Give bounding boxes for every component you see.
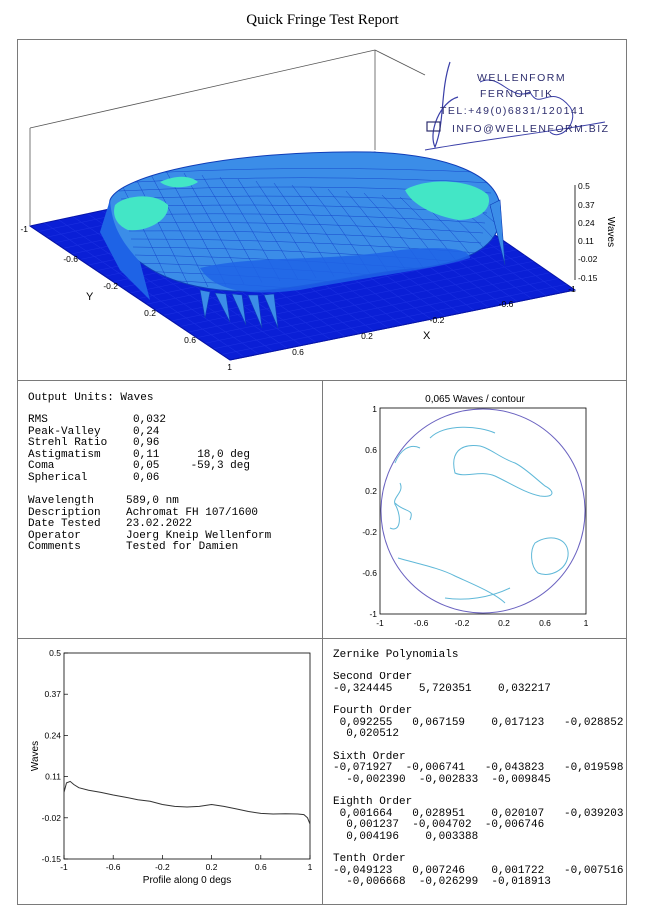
zernike-coefficients: 0,004196 0,003388 [333, 830, 479, 843]
zernike-coefficients: -0,324445 5,720351 0,032217 [333, 682, 551, 695]
info-value: Tested for Damien [126, 541, 239, 553]
contour-y-tick: -0.2 [362, 527, 377, 537]
result-extra: -59,3 deg [190, 460, 250, 472]
x-tick: 0.2 [361, 331, 373, 341]
profile-frame [64, 653, 310, 859]
y-tick: -0.2 [103, 281, 118, 291]
info-value: 589,0 nm [126, 495, 179, 507]
zernike-section [333, 854, 623, 889]
zernike-order-title: Fourth Order [333, 705, 413, 717]
result-label: Peak-Valley [28, 425, 101, 438]
info-label: Comments [28, 541, 81, 553]
result-label: Spherical [28, 471, 88, 484]
contour-x-tick: 0.2 [498, 618, 510, 628]
info-label: Operator [28, 529, 81, 542]
zernike-order-title: Tenth Order [333, 853, 406, 865]
y-tick: 0.2 [144, 308, 156, 318]
y-tick: 0.6 [184, 335, 196, 345]
x-tick: -0.2 [429, 315, 445, 325]
profile-chart [22, 645, 318, 895]
contour-aperture [381, 409, 585, 613]
y-tick: 1 [227, 362, 232, 372]
result-value: 0,96 [133, 437, 160, 449]
profile-y-tick: -0.15 [41, 854, 61, 864]
profile-y-label: Waves [30, 740, 41, 772]
profile-x-tick: 0.2 [205, 862, 218, 872]
z-tick: 0.24 [578, 218, 595, 228]
x-tick: -0.6 [498, 299, 514, 309]
contour-y-tick: 0.2 [365, 486, 377, 496]
zernike-coefficients: 0,001664 0,028951 0,020107 -0,039203 [333, 807, 623, 820]
y-tick: -0.6 [63, 254, 78, 264]
contour-x-tick: -1 [376, 618, 384, 628]
zernike-title: Zernike Polynomials [333, 649, 459, 661]
result-label: RMS [28, 414, 48, 426]
contour-plot [330, 388, 620, 633]
report-title: Quick Fringe Test Report [246, 12, 399, 28]
zernike-sections [333, 672, 623, 890]
stamp-line: FERNOPTIK [480, 88, 554, 100]
profile-x-label: Profile along 0 degs [142, 875, 232, 886]
zernike-coefficients: 0,092255 0,067159 0,017123 -0,028852 [333, 716, 623, 729]
company-stamp [420, 52, 620, 162]
stamp-line: INFO@WELLENFORM.BIZ [452, 123, 610, 135]
result-label: Strehl Ratio [28, 437, 108, 449]
result-value: 0,24 [133, 425, 160, 438]
zernike-order-title: Second Order [333, 672, 413, 683]
profile-x-tick: 0.6 [254, 862, 267, 872]
stamp-line: TEL:+49(0)6831/120141 [440, 105, 586, 117]
zernike-order-title: Sixth Order [333, 750, 406, 763]
info-value: Achromat FH 107/1600 [126, 506, 259, 519]
z-tick: -0.15 [578, 273, 598, 283]
contour-y-tick: 0.6 [365, 445, 377, 455]
zernike-coefficients: -0,006668 -0,026299 -0,018913 [333, 876, 551, 888]
contour-lines [390, 427, 568, 603]
result-value: 0,032 [133, 414, 167, 426]
z-tick: 0.37 [578, 200, 595, 210]
contour-y-tick: -1 [369, 609, 377, 619]
x-tick: 0.6 [292, 347, 304, 357]
result-extra: 18,0 deg [197, 448, 250, 461]
result-label: Coma [28, 460, 55, 472]
contour-y-tick: 1 [372, 404, 377, 414]
result-label: Astigmatism [28, 448, 101, 461]
profile-x-tick: 1 [307, 862, 313, 872]
profile-x-tick: -1 [60, 862, 68, 872]
zernike-coefficients: -0,002390 -0,002833 -0,009845 [333, 773, 551, 786]
info-label: Description [28, 506, 101, 519]
result-value: 0,05 [133, 460, 160, 472]
z-axis-label: Waves [605, 216, 616, 248]
contour-x-tick: -0.2 [454, 618, 470, 628]
z-tick: -0.02 [578, 254, 598, 264]
contour-x-tick: 0.6 [539, 618, 551, 628]
zernike-order-title: Eighth Order [333, 796, 413, 808]
x-axis-label: X [423, 330, 431, 342]
info-label: Date Tested [28, 518, 101, 530]
y-tick: -1 [20, 224, 28, 234]
x-tick: -1 [568, 284, 576, 294]
z-tick: 0.11 [578, 236, 594, 246]
contour-x-tick: -0.6 [413, 618, 429, 628]
output-units: Output Units: Waves [28, 392, 154, 404]
profile-y-tick: -0.02 [41, 812, 61, 823]
zernike-coefficients: -0,071927 -0,006741 -0,043823 -0,019598 [333, 762, 623, 774]
contour-title: 0,065 Waves / contour [425, 394, 525, 405]
zernike-coefficients: 0,020512 [333, 728, 400, 740]
result-value: 0,06 [133, 471, 160, 484]
contour-x-tick: 1 [583, 618, 589, 628]
profile-y-tick: 0.11 [45, 771, 61, 782]
profile-y-tick: 0.5 [49, 648, 61, 658]
info-value: Joerg Kneip Wellenform [126, 529, 272, 542]
contour-y-tick: -0.6 [362, 568, 377, 578]
z-tick: 0.5 [578, 181, 590, 191]
result-value: 0,11 [133, 448, 160, 461]
profile-y-tick: 0.24 [44, 730, 61, 741]
divider-vertical [322, 380, 323, 905]
info-value: 23.02.2022 [126, 518, 193, 530]
stamp-line: WELLENFORM [477, 72, 567, 84]
info-label: Wavelength [28, 495, 95, 507]
profile-series-line [64, 781, 310, 824]
zernike-section [333, 752, 623, 787]
zernike-section [333, 706, 623, 741]
zernike-coefficients: 0,001237 -0,004702 -0,006746 [333, 819, 545, 831]
profile-x-tick: -0.6 [105, 862, 121, 872]
y-axis-label: Y [86, 291, 94, 303]
zernike-section [333, 672, 623, 695]
profile-y-tick: 0.37 [44, 689, 61, 700]
zernike-section [333, 797, 623, 843]
zernike-coefficients: -0,049123 0,007246 0,001722 -0,007516 [333, 864, 623, 877]
profile-x-tick: -0.2 [155, 862, 170, 872]
